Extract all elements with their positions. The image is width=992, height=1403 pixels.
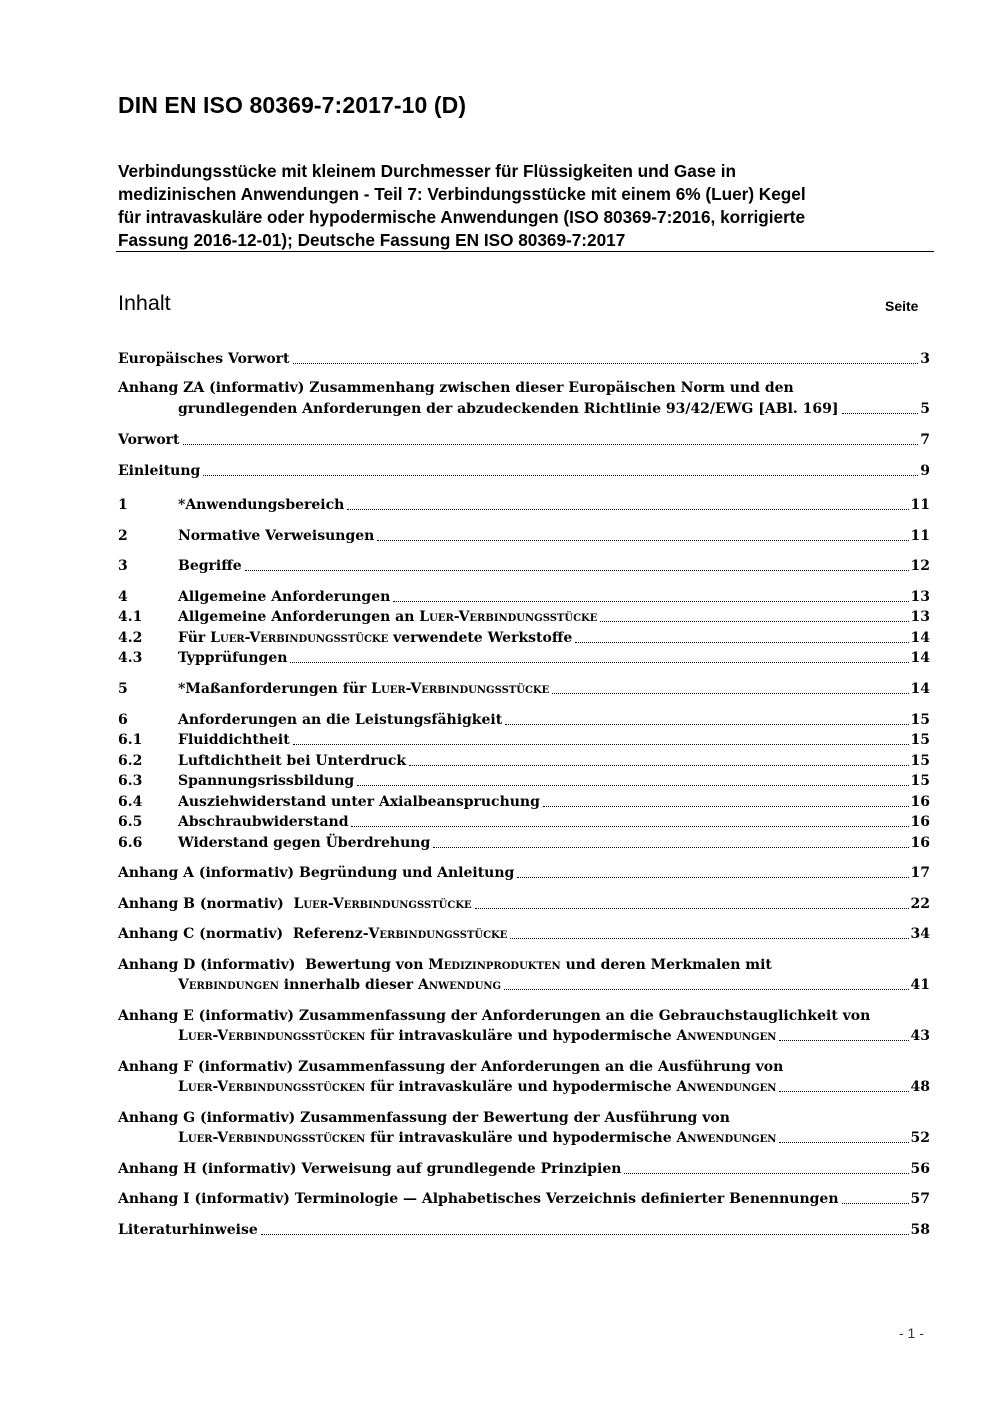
toc-entry-text: Begriffe — [178, 558, 242, 574]
toc-entry-page: 48 — [910, 1079, 930, 1095]
toc-entry-text: Anhang F (informativ) Zusammenfassung der Anforderungen an die Ausführung von — [118, 1059, 784, 1075]
toc-leader-dots — [475, 908, 909, 909]
toc-entry-text: Fluiddichtheit — [178, 732, 290, 748]
toc-section-number: 6.2 — [118, 753, 143, 769]
toc-entry-text-part: für intravaskuläre und hypodermische — [365, 1130, 677, 1146]
toc-entry-anhang-c[interactable] — [118, 924, 930, 944]
toc-leader-dots — [517, 877, 908, 878]
toc-entry-text-part: Allgemeine Anforderungen an — [178, 609, 420, 625]
toc-section-number: 4 — [118, 589, 128, 605]
toc-leader-dots — [261, 1234, 909, 1235]
toc-entry-anhang-f[interactable] — [118, 1057, 930, 1077]
toc-entry-text — [178, 628, 572, 648]
toc-entry-text: Literaturhinweise — [118, 1222, 258, 1238]
toc-entry-page: 13 — [910, 609, 930, 625]
toc-entry-page: 16 — [910, 794, 930, 810]
toc-entry-page: 16 — [910, 835, 930, 851]
toc-section-number: 1 — [118, 497, 128, 513]
toc-entry-page: 5 — [920, 401, 930, 417]
toc-entry-text — [178, 1026, 776, 1046]
toc-entry-text — [178, 607, 597, 627]
toc-entry-text: Einleitung — [118, 463, 201, 479]
toc-entry-page: 14 — [910, 650, 930, 666]
toc-entry-anhang-d[interactable] — [118, 955, 930, 975]
toc-leader-dots — [543, 806, 909, 807]
toc-entry-term: Verbindungsstücke — [368, 926, 508, 942]
toc-entry-text-part: verwendete Werkstoffe — [388, 630, 573, 646]
toc-entry-term: Luer-Verbindungsstücke — [210, 630, 389, 646]
toc-leader-dots — [347, 509, 908, 510]
page-number: - 1 - — [899, 1325, 924, 1341]
toc-entry-text-part: für intravaskuläre und hypodermische — [365, 1028, 677, 1044]
toc-leader-dots — [504, 989, 908, 990]
toc-entry-text: Anhang H (informativ) Verweisung auf grundlegende Prinzipien — [118, 1161, 622, 1177]
toc-entry-section-6-2[interactable] — [118, 751, 930, 771]
toc-leader-dots — [245, 570, 909, 571]
toc-entry-europaeisches-vorwort[interactable] — [118, 349, 930, 369]
toc-leader-dots — [351, 826, 908, 827]
toc-entry-text: Europäisches Vorwort — [118, 351, 290, 367]
toc-entry-page: 15 — [910, 753, 930, 769]
toc-entry-section-4-3[interactable] — [118, 648, 930, 668]
toc-section-number: 6.3 — [118, 773, 143, 789]
toc-section-number: 6.5 — [118, 814, 143, 830]
toc-entry-section-4[interactable] — [118, 587, 930, 607]
toc-entry-text: Spannungsrissbildung — [178, 773, 355, 789]
toc-section-number: 4.3 — [118, 650, 143, 666]
toc-entry-anhang-za[interactable] — [118, 378, 930, 398]
toc-leader-dots — [842, 1203, 909, 1204]
toc-leader-dots — [293, 363, 919, 364]
toc-entry-page: 3 — [920, 351, 930, 367]
toc-entry-anhang-g-continued[interactable] — [118, 1128, 930, 1148]
toc-entry-text: Anhang I (informativ) Terminologie — Alphabetisches Verzeichnis definierter Benennungen — [118, 1191, 839, 1207]
toc-entry-text-part: und deren Merkmalen mit — [560, 957, 772, 973]
subtitle-line: Verbindungsstücke mit kleinem Durchmesser für Flüssigkeiten und Gase in — [118, 161, 736, 181]
toc-leader-dots — [505, 724, 908, 725]
toc-entry-anhang-h[interactable] — [118, 1159, 930, 1179]
toc-entry-text: Anforderungen an die Leistungsfähigkeit — [178, 712, 503, 728]
toc-entry-term: Anwendungen — [676, 1028, 777, 1044]
toc-entry-text-part: innerhalb dieser — [278, 977, 419, 993]
toc-section-number: 4.1 — [118, 609, 143, 625]
toc-entry-anhang-a[interactable] — [118, 863, 930, 883]
toc-entry-section-5[interactable] — [118, 679, 930, 699]
toc-leader-dots — [183, 444, 919, 445]
toc-page-column-heading: Seite — [885, 298, 919, 314]
toc-entry-term: Anwendung — [418, 977, 502, 993]
toc-entry-section-6-1[interactable] — [118, 730, 930, 750]
toc-leader-dots — [779, 1040, 908, 1041]
toc-entry-page: 15 — [910, 712, 930, 728]
toc-section-number: 5 — [118, 681, 128, 697]
toc-entry-text: Abschraubwiderstand — [178, 814, 349, 830]
toc-entry-anhang-g[interactable] — [118, 1108, 930, 1128]
toc-leader-dots — [357, 785, 908, 786]
toc-entry-page: 15 — [910, 773, 930, 789]
toc-entry-page: 7 — [920, 432, 930, 448]
toc-leader-dots — [575, 642, 908, 643]
toc-entry-text — [178, 975, 501, 995]
toc-entry-page: 12 — [910, 558, 930, 574]
toc-entry-section-6-6[interactable] — [118, 833, 930, 853]
toc-entry-text: Anhang E (informativ) Zusammenfassung der Anforderungen an die Gebrauchstauglichkeit von — [118, 1008, 871, 1024]
title-divider — [116, 251, 934, 252]
toc-entry-text-part: Anhang B (normativ) — [118, 896, 294, 912]
toc-leader-dots — [393, 601, 908, 602]
toc-section-number: 6.4 — [118, 794, 143, 810]
toc-entry-text — [118, 894, 472, 914]
toc-entry-text — [178, 1077, 776, 1097]
toc-entry-text — [178, 1128, 776, 1148]
toc-leader-dots — [510, 938, 908, 939]
toc-entry-term: Verbindungen — [178, 977, 279, 993]
toc-entry-term: Luer-Verbindungsstücken — [178, 1028, 366, 1044]
toc-section-number: 6 — [118, 712, 128, 728]
toc-entry-text-part: für intravaskuläre und hypodermische — [365, 1079, 677, 1095]
toc-entry-anhang-d-continued[interactable] — [118, 975, 930, 995]
toc-entry-section-1[interactable] — [118, 495, 930, 515]
toc-entry-anhang-i[interactable] — [118, 1189, 930, 1209]
toc-entry-text-part: Für — [178, 630, 211, 646]
toc-entry-term: Luer-Verbindungsstücke — [419, 609, 598, 625]
subtitle-line: Fassung 2016-12-01); Deutsche Fassung EN ISO 80369-7:2017 — [118, 230, 626, 250]
toc-entry-term: Anwendungen — [676, 1079, 777, 1095]
toc-entry-page: 15 — [910, 732, 930, 748]
toc-leader-dots — [552, 693, 908, 694]
toc-entry-page: 52 — [910, 1130, 930, 1146]
toc-leader-dots — [293, 744, 909, 745]
toc-entry-page: 43 — [910, 1028, 930, 1044]
toc-leader-dots — [779, 1091, 908, 1092]
toc-entry-text: Normative Verweisungen — [178, 528, 375, 544]
toc-entry-term: Anwendungen — [676, 1130, 777, 1146]
toc-entry-vorwort[interactable] — [118, 430, 930, 450]
toc-entry-section-6-3[interactable] — [118, 771, 930, 791]
toc-entry-text: Ausziehwiderstand unter Axialbeanspruchung — [178, 794, 540, 810]
toc-entry-text: Typprüfungen — [178, 650, 288, 666]
toc-entry-page: 56 — [910, 1161, 930, 1177]
toc-leader-dots — [203, 475, 918, 476]
toc-leader-dots — [377, 540, 908, 541]
toc-entry-page: 14 — [910, 681, 930, 697]
toc-entry-text: Allgemeine Anforderungen — [178, 589, 391, 605]
toc-entry-page: 57 — [910, 1191, 930, 1207]
toc-entry-section-6-5[interactable] — [118, 812, 930, 832]
toc-entry-term: Luer-Verbindungsstücke — [371, 681, 550, 697]
subtitle-line: für intravaskuläre oder hypodermische Anwendungen (ISO 80369-7:2016, korrigierte — [118, 207, 806, 227]
toc-entry-literaturhinweise[interactable] — [118, 1220, 930, 1240]
toc-entry-text — [178, 679, 549, 699]
toc-section-number: 6.1 — [118, 732, 143, 748]
toc-entry-section-4-1[interactable] — [118, 607, 930, 627]
toc-leader-dots — [779, 1142, 908, 1143]
toc-entry-section-6-4[interactable] — [118, 792, 930, 812]
toc-entry-page: 9 — [920, 463, 930, 479]
toc-entry-page: 16 — [910, 814, 930, 830]
toc-entry-anhang-za-continued[interactable] — [118, 399, 930, 419]
toc-entry-text-part: Anhang C (normativ) Referenz- — [118, 926, 369, 942]
toc-entry-page: 58 — [910, 1222, 930, 1238]
toc-entry-term: Luer-Verbindungsstücken — [178, 1079, 366, 1095]
toc-entry-page: 11 — [910, 497, 930, 513]
toc-entry-page: 34 — [910, 926, 930, 942]
toc-section-number: 3 — [118, 558, 128, 574]
toc-entry-text — [118, 955, 772, 975]
toc-entry-page: 14 — [910, 630, 930, 646]
toc-entry-page: 22 — [910, 896, 930, 912]
subtitle-line: medizinischen Anwendungen - Teil 7: Verbindungsstücke mit einem 6% (Luer) Kegel — [118, 184, 806, 204]
toc-entry-text-part: Anhang D (informativ) Bewertung von — [118, 957, 429, 973]
toc-leader-dots — [409, 765, 908, 766]
toc-leader-dots — [842, 413, 919, 414]
toc-entry-einleitung[interactable] — [118, 461, 930, 481]
toc-entry-section-6[interactable] — [118, 710, 930, 730]
toc-leader-dots — [600, 621, 908, 622]
toc-entry-text: Anhang ZA (informativ) Zusammenhang zwischen dieser Europäischen Norm und den — [118, 380, 794, 396]
toc-leader-dots — [290, 662, 908, 663]
toc-leader-dots — [433, 847, 908, 848]
toc-entry-term: Luer-Verbindungsstücken — [178, 1130, 366, 1146]
toc-entry-anhang-b[interactable] — [118, 894, 930, 914]
toc-entry-section-4-2[interactable] — [118, 628, 930, 648]
toc-section-number: 4.2 — [118, 630, 143, 646]
toc-entry-text: Vorwort — [118, 432, 180, 448]
toc-entry-term: Medizinprodukten — [428, 957, 561, 973]
toc-entry-page: 41 — [910, 977, 930, 993]
toc-entry-page: 13 — [910, 589, 930, 605]
toc-entry-text — [118, 924, 507, 944]
toc-entry-text: Anhang A (informativ) Begründung und Anleitung — [118, 865, 515, 881]
toc-entry-text: Luftdichtheit bei Unterdruck — [178, 753, 407, 769]
toc-entry-text: Widerstand gegen Überdrehung — [178, 835, 431, 851]
document-subtitle — [118, 160, 933, 252]
toc-entry-anhang-f-continued[interactable] — [118, 1077, 930, 1097]
toc-leader-dots — [624, 1173, 908, 1174]
toc-entry-anhang-e[interactable] — [118, 1006, 930, 1026]
document-title: DIN EN ISO 80369-7:2017-10 (D) — [118, 92, 467, 118]
toc-heading: Inhalt — [118, 291, 171, 315]
toc-entry-section-2[interactable] — [118, 526, 930, 546]
toc-entry-term: Luer-Verbindungsstücke — [293, 896, 472, 912]
toc-section-number: 2 — [118, 528, 128, 544]
toc-entry-anhang-e-continued[interactable] — [118, 1026, 930, 1046]
toc-entry-section-3[interactable] — [118, 556, 930, 576]
toc-entry-page: 17 — [910, 865, 930, 881]
toc-entry-text: *Anwendungsbereich — [178, 497, 345, 513]
toc-section-number: 6.6 — [118, 835, 143, 851]
toc-entry-page: 11 — [910, 528, 930, 544]
toc-entry-text-part: *Maßanforderungen für — [178, 681, 372, 697]
toc-entry-text: Anhang G (informativ) Zusammenfassung der Bewertung der Ausführung von — [118, 1110, 730, 1126]
toc-entry-text: grundlegenden Anforderungen der abzudeckenden Richtlinie 93/42/EWG [ABl. 169] — [178, 401, 839, 417]
